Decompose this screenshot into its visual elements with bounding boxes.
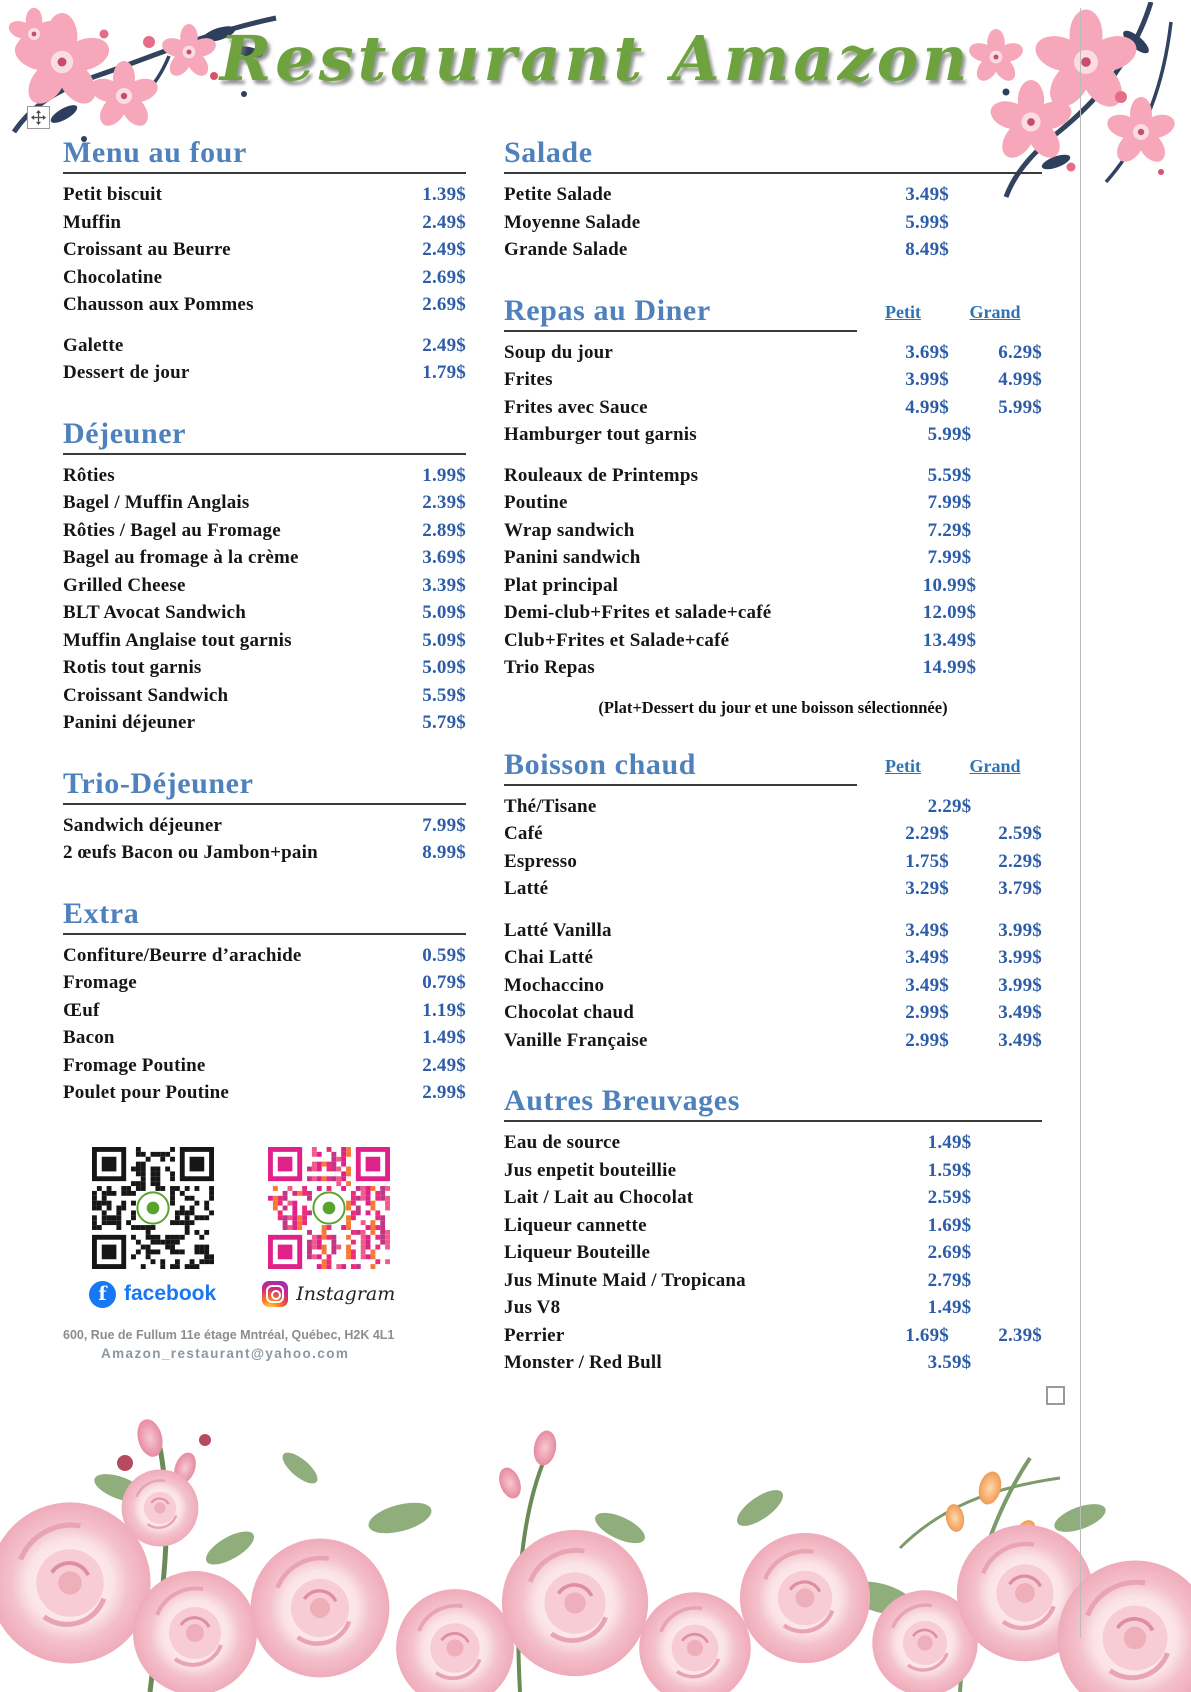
item-name: Jus Minute Maid / Tropicana — [504, 1269, 746, 1291]
size-column-headers — [857, 756, 1042, 786]
price-single: 2.69$ — [927, 1242, 972, 1263]
price-single: 2.59$ — [927, 1187, 972, 1208]
menu-item — [504, 793, 1042, 821]
item-prices — [857, 972, 1042, 1000]
item-price: 1.99$ — [422, 464, 466, 486]
item-prices — [857, 999, 1042, 1027]
price-grand: 4.99$ — [998, 369, 1042, 390]
item-price: 0.79$ — [422, 972, 466, 993]
section-header — [63, 767, 466, 805]
item-price: 2.99$ — [422, 1082, 466, 1103]
item-name: Chocolatine — [63, 266, 163, 288]
item-price: 2.49$ — [422, 239, 466, 260]
item-prices — [857, 1212, 1042, 1240]
item-price: 7.99$ — [422, 814, 466, 836]
menu-item — [504, 1129, 1042, 1157]
menu-item — [504, 848, 1042, 876]
item-name: Fromage — [63, 972, 137, 993]
price-petit: 2.99$ — [905, 1029, 949, 1051]
item-price: 2.49$ — [422, 211, 466, 233]
item-name: Fromage Poutine — [63, 1054, 206, 1076]
address-line: 600, Rue de Fullum 11e étage Mntréal, Québec, H2K 4L1 — [63, 1327, 395, 1342]
item-name: Hamburger tout garnis — [504, 424, 697, 445]
menu-item — [63, 812, 466, 840]
menu-item-list — [504, 793, 1042, 1055]
menu-item — [504, 1027, 1042, 1055]
menu-item — [504, 339, 1042, 367]
item-prices — [857, 820, 1042, 848]
menu-item — [63, 942, 466, 970]
menu-item-list — [504, 339, 1042, 682]
item-name: Eau de source — [504, 1132, 621, 1153]
item-price: 1.19$ — [422, 999, 466, 1021]
item-price: 1.39$ — [422, 184, 466, 205]
section-header — [504, 748, 1042, 786]
menu-item — [504, 1267, 1042, 1295]
instagram-qr-block — [262, 1147, 395, 1308]
size-column-headers — [857, 302, 1042, 332]
item-prices — [857, 462, 1042, 490]
price-single: 14.99$ — [922, 657, 977, 678]
item-name: Jus V8 — [504, 1297, 561, 1318]
menu-item-list — [63, 181, 466, 387]
section-dejeuner — [63, 417, 466, 737]
menu-item — [63, 997, 466, 1025]
item-prices — [857, 1267, 1042, 1295]
item-prices — [857, 181, 1042, 209]
item-prices — [857, 599, 1042, 627]
price-petit: 3.49$ — [905, 947, 949, 968]
item-prices — [857, 572, 1042, 600]
price-single: 10.99$ — [922, 574, 977, 596]
facebook-qr-code — [92, 1147, 214, 1269]
price-single: 1.59$ — [927, 1159, 972, 1181]
item-prices — [857, 1157, 1042, 1185]
price-grand: 3.99$ — [998, 947, 1042, 968]
menu-item — [504, 654, 1042, 682]
item-price: 5.79$ — [422, 712, 466, 733]
item-name: Café — [504, 823, 543, 844]
price-petit: 8.49$ — [905, 239, 949, 260]
item-name: Œuf — [63, 999, 100, 1021]
item-name: Sandwich déjeuner — [63, 814, 223, 836]
item-prices — [857, 1349, 1042, 1377]
item-prices — [857, 209, 1042, 237]
facebook-label: facebook — [124, 1282, 217, 1305]
item-price: 2.49$ — [422, 1054, 466, 1076]
price-grand: 3.79$ — [998, 878, 1042, 899]
price-grand: 3.99$ — [998, 919, 1042, 941]
item-price: 5.09$ — [422, 657, 466, 678]
item-price: 0.59$ — [422, 944, 466, 966]
menu-item — [504, 944, 1042, 972]
petit-column-header: Petit — [885, 755, 921, 776]
item-name: Lait / Lait au Chocolat — [504, 1187, 694, 1208]
price-petit: 3.49$ — [905, 974, 949, 996]
price-petit: 3.69$ — [905, 341, 949, 363]
item-price: 5.09$ — [422, 629, 466, 651]
menu-item-list — [504, 181, 1042, 264]
menu-item — [504, 572, 1042, 600]
address-block — [63, 1328, 466, 1361]
menu-item — [504, 236, 1042, 264]
item-name: Espresso — [504, 850, 578, 872]
item-name: Dessert de jour — [63, 362, 190, 383]
price-single: 5.99$ — [927, 424, 972, 445]
section-autres-breuvages — [504, 1084, 1042, 1377]
item-name: Thé/Tisane — [504, 795, 597, 817]
menu-item — [63, 264, 466, 292]
menu-item — [504, 972, 1042, 1000]
menu-item — [63, 209, 466, 237]
price-petit: 1.75$ — [905, 850, 949, 872]
menu-item — [63, 517, 466, 545]
item-prices — [857, 394, 1042, 422]
item-prices — [857, 848, 1042, 876]
item-prices — [857, 517, 1042, 545]
menu-item-list — [63, 942, 466, 1107]
item-name: Moyenne Salade — [504, 211, 641, 233]
price-grand: 2.59$ — [998, 823, 1042, 844]
item-name: Wrap sandwich — [504, 519, 635, 541]
section-title: Extra — [63, 897, 466, 935]
item-name: Rotis tout garnis — [63, 657, 202, 678]
price-grand: 5.99$ — [998, 396, 1042, 418]
menu-item — [504, 599, 1042, 627]
menu-item — [63, 969, 466, 997]
price-grand: 3.49$ — [998, 1029, 1042, 1051]
repas-note: (Plat+Dessert du jour et une boisson sélectionnée) — [598, 697, 948, 717]
item-name: Panini sandwich — [504, 547, 641, 568]
petit-column-header: Petit — [885, 301, 921, 322]
menu-item — [63, 291, 466, 319]
item-prices — [857, 917, 1042, 945]
item-name: Croissant au Beurre — [63, 239, 231, 260]
section-header — [63, 417, 466, 455]
price-petit: 1.69$ — [905, 1324, 949, 1346]
item-price: 2.69$ — [422, 266, 466, 288]
item-name: Rouleaux de Printemps — [504, 464, 699, 486]
menu-item — [63, 181, 466, 209]
menu-item — [63, 1024, 466, 1052]
facebook-badge — [89, 1281, 216, 1308]
item-name: Rôties — [63, 464, 115, 486]
price-single: 13.49$ — [922, 629, 977, 651]
left-column — [63, 136, 466, 1361]
section-title: Boisson chaud — [504, 748, 857, 786]
item-prices — [857, 544, 1042, 572]
menu-item — [504, 820, 1042, 848]
item-price: 5.09$ — [422, 602, 466, 623]
section-title: Autres Breuvages — [504, 1084, 1042, 1122]
menu-item — [504, 544, 1042, 572]
price-petit: 3.49$ — [905, 919, 949, 941]
item-prices — [857, 339, 1042, 367]
social-block — [63, 1147, 466, 1308]
grand-column-header: Grand — [969, 301, 1021, 322]
item-name: Chausson aux Pommes — [63, 294, 254, 315]
item-prices — [857, 1027, 1042, 1055]
price-single: 1.69$ — [927, 1214, 972, 1236]
menu-item — [63, 627, 466, 655]
item-name: Galette — [63, 334, 124, 356]
section-header — [504, 294, 1042, 332]
item-name: Plat principal — [504, 574, 619, 596]
item-price: 1.49$ — [422, 1027, 466, 1048]
item-name: Petite Salade — [504, 184, 612, 205]
item-name: Petit biscuit — [63, 184, 163, 205]
item-prices — [857, 421, 1042, 449]
floral-decoration-bottom — [0, 1368, 1191, 1692]
item-prices — [857, 875, 1042, 903]
section-extra — [63, 897, 466, 1107]
menu-item — [63, 489, 466, 517]
item-prices — [857, 236, 1042, 264]
item-prices — [857, 1239, 1042, 1267]
menu-item — [63, 544, 466, 572]
price-petit: 4.99$ — [905, 396, 949, 418]
item-name: Perrier — [504, 1324, 565, 1346]
price-petit: 3.49$ — [905, 184, 949, 205]
menu-item — [504, 209, 1042, 237]
menu-item — [504, 875, 1042, 903]
section-menu-au-four — [63, 136, 466, 387]
price-single: 1.49$ — [927, 1297, 972, 1318]
menu-item — [504, 394, 1042, 422]
menu-item — [63, 599, 466, 627]
menu-item — [63, 654, 466, 682]
item-price: 3.39$ — [422, 574, 466, 596]
menu-item — [504, 517, 1042, 545]
menu-item — [504, 421, 1042, 449]
section-trio-dejeuner — [63, 767, 466, 867]
price-grand: 2.39$ — [998, 1324, 1042, 1346]
item-price: 2.49$ — [422, 334, 466, 356]
facebook-qr-block — [89, 1147, 216, 1308]
section-header — [504, 136, 1042, 174]
price-single: 2.29$ — [927, 795, 972, 817]
menu-item — [504, 462, 1042, 490]
item-name: Soup du jour — [504, 341, 614, 363]
section-header — [63, 897, 466, 935]
menu-item — [63, 1079, 466, 1107]
section-boisson-chaud — [504, 748, 1042, 1055]
item-name: Bagel / Muffin Anglais — [63, 492, 250, 513]
menu-item — [504, 1212, 1042, 1240]
price-petit: 5.99$ — [905, 211, 949, 233]
section-title: Salade — [504, 136, 1042, 174]
item-name: Latté Vanilla — [504, 919, 612, 941]
item-name: Frites avec Sauce — [504, 396, 648, 418]
price-single: 7.29$ — [927, 519, 972, 541]
item-prices — [857, 793, 1042, 821]
price-petit: 3.29$ — [905, 878, 949, 899]
item-name: Jus enpetit bouteillie — [504, 1159, 677, 1181]
price-single: 7.99$ — [927, 547, 972, 568]
price-single: 12.09$ — [922, 602, 977, 623]
menu-item-list — [63, 812, 466, 867]
item-name: Liqueur cannette — [504, 1214, 647, 1236]
menu-item — [504, 917, 1042, 945]
menu-item — [504, 181, 1042, 209]
right-column — [504, 136, 1042, 1407]
item-name: Muffin — [63, 211, 122, 233]
item-name: Latté — [504, 878, 549, 899]
price-grand: 3.99$ — [998, 974, 1042, 996]
section-title: Trio-Déjeuner — [63, 767, 466, 805]
item-price: 3.69$ — [422, 547, 466, 568]
grand-column-header: Grand — [969, 755, 1021, 776]
item-name: Poutine — [504, 492, 568, 513]
resize-handle[interactable] — [1046, 1386, 1065, 1405]
section-repas-au-diner — [504, 294, 1042, 718]
section-title: Déjeuner — [63, 417, 466, 455]
menu-item — [63, 572, 466, 600]
price-grand: 2.29$ — [998, 850, 1042, 872]
menu-item — [63, 1052, 466, 1080]
menu-item — [63, 839, 466, 867]
menu-item — [63, 462, 466, 490]
item-name: Chocolat chaud — [504, 1002, 635, 1023]
menu-item — [504, 1184, 1042, 1212]
instagram-qr-code — [268, 1147, 390, 1269]
price-petit: 3.99$ — [905, 369, 949, 390]
price-single: 1.49$ — [927, 1132, 972, 1153]
item-name: Chai Latté — [504, 947, 594, 968]
menu-item-list — [63, 462, 466, 737]
item-prices — [857, 366, 1042, 394]
item-prices — [857, 654, 1042, 682]
instagram-badge — [262, 1281, 395, 1307]
item-price: 2.39$ — [422, 492, 466, 513]
menu-item — [63, 332, 466, 360]
menu-item — [63, 682, 466, 710]
item-name: Grilled Cheese — [63, 574, 186, 596]
item-prices — [857, 1294, 1042, 1322]
item-name: Trio Repas — [504, 657, 595, 678]
menu-item — [504, 999, 1042, 1027]
menu-item — [504, 1322, 1042, 1350]
price-grand: 6.29$ — [998, 341, 1042, 363]
price-single: 3.59$ — [927, 1352, 972, 1373]
item-name: Confiture/Beurre d’arachide — [63, 944, 302, 966]
facebook-icon: f — [89, 1281, 116, 1308]
item-prices — [857, 1322, 1042, 1350]
item-name: Grande Salade — [504, 239, 628, 260]
item-name: Panini déjeuner — [63, 712, 196, 733]
section-header — [504, 1084, 1042, 1122]
item-prices — [857, 627, 1042, 655]
item-name: Bacon — [63, 1027, 115, 1048]
menu-item — [63, 236, 466, 264]
item-name: Monster / Red Bull — [504, 1352, 662, 1373]
menu-item — [63, 359, 466, 387]
item-name: Mochaccino — [504, 974, 605, 996]
price-single: 5.59$ — [927, 464, 972, 486]
item-prices — [857, 944, 1042, 972]
item-price: 2.89$ — [422, 519, 466, 541]
menu-item — [504, 1294, 1042, 1322]
section-salade — [504, 136, 1042, 264]
item-price: 5.59$ — [422, 684, 466, 706]
menu-item — [504, 1349, 1042, 1377]
instagram-label: Instagram — [296, 1282, 396, 1305]
item-name: Croissant Sandwich — [63, 684, 229, 706]
item-prices — [857, 489, 1042, 517]
move-handle[interactable] — [27, 106, 50, 129]
item-price: 8.99$ — [422, 842, 466, 863]
menu-item — [504, 1239, 1042, 1267]
price-grand: 3.49$ — [998, 1002, 1042, 1023]
page-margin-line — [1080, 8, 1081, 1638]
item-name: Rôties / Bagel au Fromage — [63, 519, 281, 541]
price-petit: 2.29$ — [905, 823, 949, 844]
menu-item — [504, 489, 1042, 517]
price-single: 7.99$ — [927, 492, 972, 513]
header — [0, 22, 1191, 95]
menu-item — [504, 627, 1042, 655]
item-price: 1.79$ — [422, 362, 466, 383]
instagram-icon — [262, 1281, 288, 1307]
email-line: Amazon_restaurant@yahoo.com — [101, 1345, 350, 1361]
item-prices — [857, 1129, 1042, 1157]
menu-item — [504, 366, 1042, 394]
section-header — [63, 136, 466, 174]
item-name: Frites — [504, 369, 553, 390]
section-title: Menu au four — [63, 136, 466, 174]
item-name: Vanille Française — [504, 1029, 648, 1051]
item-name: Demi-club+Frites et salade+café — [504, 602, 772, 623]
price-single: 2.79$ — [927, 1269, 972, 1291]
item-name: Bagel au fromage à la crème — [63, 547, 299, 568]
price-petit: 2.99$ — [905, 1002, 949, 1023]
item-name: Muffin Anglaise tout garnis — [63, 629, 292, 651]
menu-item — [63, 709, 466, 737]
item-price: 2.69$ — [422, 294, 466, 315]
item-name: Liqueur Bouteille — [504, 1242, 651, 1263]
menu-item — [504, 1157, 1042, 1185]
restaurant-title: Restaurant Amazon — [219, 22, 972, 95]
move-cross-icon — [31, 110, 46, 125]
item-prices — [857, 1184, 1042, 1212]
item-name: 2 œufs Bacon ou Jambon+pain — [63, 842, 318, 863]
section-title: Repas au Diner — [504, 294, 857, 332]
item-name: Club+Frites et Salade+café — [504, 629, 730, 651]
item-name: BLT Avocat Sandwich — [63, 602, 246, 623]
menu-item-list — [504, 1129, 1042, 1377]
item-name: Poulet pour Poutine — [63, 1082, 230, 1103]
